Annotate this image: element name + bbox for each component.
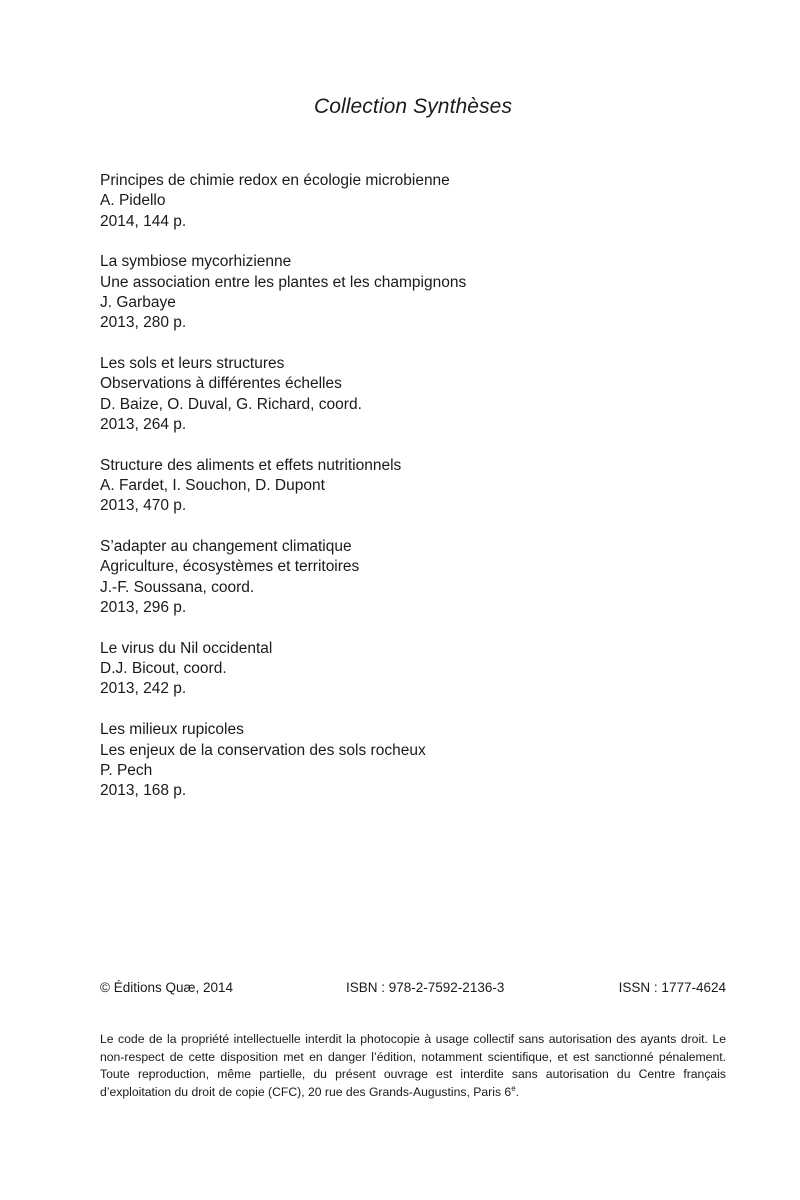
book-title: Les sols et leurs structures	[100, 355, 285, 373]
book-authors: A. Pidello	[100, 192, 166, 210]
imprint-line	[100, 980, 726, 1000]
book-authors: J.-F. Soussana, coord.	[100, 578, 255, 596]
book-authors: J. Garbaye	[100, 293, 176, 311]
legal-notice-text: Le code de la propriété intellectuelle interdit la photocopie à usage collectif sans autorisation des ayants droit. Le non-respect de cette disposition met en danger l’édition, notamment scientifique, et est sanctionné pénalement. Toute reproduction, même partielle, du présent ouvrage est interdite sans autorisation du Centre français d’exploitation du droit de copie (CFC), 20 rue des Grands-Augustins, Paris 6	[100, 1032, 726, 1099]
book-entry	[100, 639, 720, 700]
book-authors: D. Baize, O. Duval, G. Richard, coord.	[100, 395, 362, 413]
book-subtitle: Une association entre les plantes et les champignons	[100, 273, 467, 291]
book-subtitle: Observations à différentes échelles	[100, 375, 342, 393]
book-entry	[100, 456, 720, 517]
book-year-pages: 2014, 144 p.	[100, 212, 187, 230]
book-title: Principes de chimie redox en écologie microbienne	[100, 172, 450, 189]
collection-title: Collection Synthèses	[313, 95, 513, 118]
book-authors: A. Fardet, I. Souchon, D. Dupont	[100, 477, 325, 495]
book-title: La symbiose mycorhizienne	[100, 253, 292, 271]
book-subtitle: Agriculture, écosystèmes et territoires	[100, 558, 360, 576]
book-entry	[100, 171, 720, 232]
legal-notice	[100, 1031, 726, 1101]
book-year-pages: 2013, 280 p.	[100, 314, 187, 332]
book-entry	[100, 720, 720, 801]
book-year-pages: 2013, 242 p.	[100, 680, 187, 698]
book-title: Le virus du Nil occidental	[100, 639, 273, 657]
book-title: S’adapter au changement climatique	[100, 538, 352, 556]
issn-number: ISSN : 1777-4624	[618, 980, 726, 995]
book-title: Structure des aliments et effets nutritionnels	[100, 456, 402, 474]
book-entry	[100, 354, 720, 435]
book-entry	[100, 252, 720, 333]
book-title: Les milieux rupicoles	[100, 721, 244, 739]
book-year-pages: 2013, 296 p.	[100, 599, 187, 617]
book-year-pages: 2013, 470 p.	[100, 497, 187, 515]
book-list	[100, 171, 720, 822]
copyright-notice: © Éditions Quæ, 2014	[100, 980, 234, 995]
book-entry	[100, 537, 720, 618]
legal-notice-superscript: e	[511, 1083, 516, 1093]
book-year-pages: 2013, 168 p.	[100, 782, 187, 800]
book-subtitle: Les enjeux de la conservation des sols rocheux	[100, 741, 426, 759]
book-authors: D.J. Bicout, coord.	[100, 660, 227, 678]
book-authors: P. Pech	[100, 761, 153, 779]
book-year-pages: 2013, 264 p.	[100, 415, 187, 433]
isbn-number: ISBN : 978-2-7592-2136-3	[346, 980, 505, 995]
legal-notice-end: .	[515, 1084, 520, 1099]
